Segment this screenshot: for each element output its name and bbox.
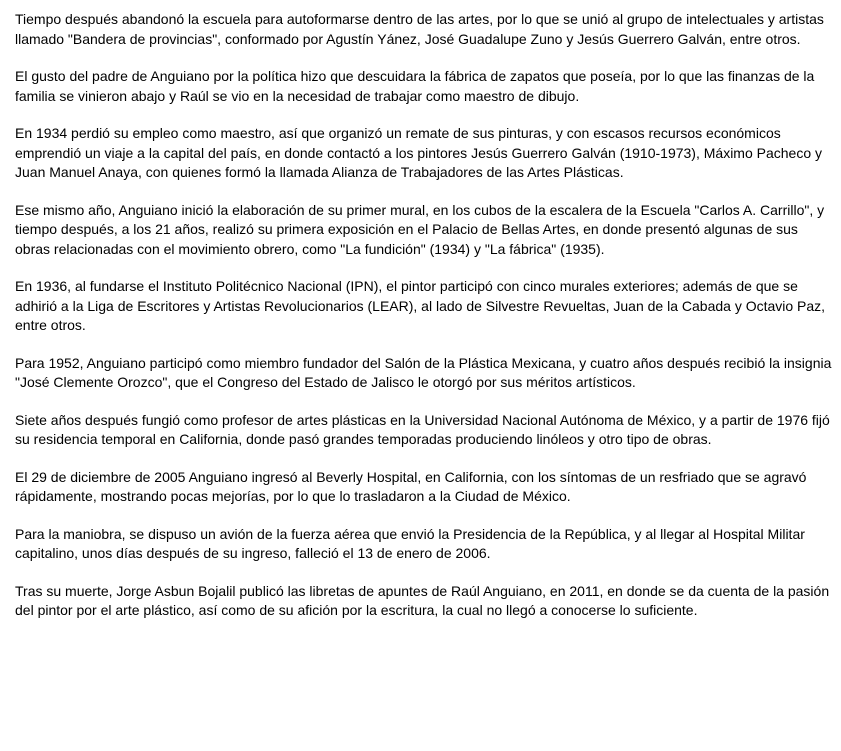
paragraph: Para 1952, Anguiano participó como miembro fundador del Salón de la Plástica Mexicana, y cuatro años después recibió la insignia "José Clemente Orozco", que el Congreso del Estado de Jalisco le otorgó por sus méritos artísticos. xyxy=(15,354,832,390)
paragraph: Para la maniobra, se dispuso un avión de la fuerza aérea que envió la Presidencia de la República, y al llegar al Hospital Militar capitalino, unos días después de su ingreso, falleció el 13 de enero de 2006. xyxy=(15,525,805,561)
paragraph: Tras su muerte, Jorge Asbun Bojalil publicó las libretas de apuntes de Raúl Anguiano, en 2011, en donde se da cuenta de la pasión del pintor por el arte plástico, así como de su afición por la escritura, la cual no llegó a conocerse lo suficiente. xyxy=(15,582,830,618)
paragraph: En 1934 perdió su empleo como maestro, así que organizó un remate de sus pinturas, y con escasos recursos económicos emprendió un viaje a la capital del país, en donde contactó a los pintores Jesús Guerrero Galván (1910-1973), Máximo Pacheco y Juan Manuel Anaya, con quienes formó la llamada Alianza de Trabajadores de las Artes Plásticas. xyxy=(15,125,823,180)
paragraph: El 29 de diciembre de 2005 Anguiano ingresó al Beverly Hospital, en California, con los síntomas de un resfriado que se agravó rápidamente, mostrando pocas mejorías, por lo que lo trasladaron a la Ciudad de México. xyxy=(15,468,807,504)
paragraph: Ese mismo año, Anguiano inició la elaboración de su primer mural, en los cubos de la escalera de la Escuela "Carlos A. Carrillo", y tiempo después, a los 21 años, realizó su primera exposición en el Palacio de Bellas Artes, en donde presentó algunas de sus obras relacionadas con el movimiento obrero, como "La fundición" (1934) y "La fábrica" (1935). xyxy=(15,201,825,257)
paragraph: El gusto del padre de Anguiano por la política hizo que descuidara la fábrica de zapatos que poseía, por lo que las finanzas de la familia se vinieron abajo y Raúl se vio en la necesidad de trabajar como maestro de dibujo. xyxy=(15,68,815,104)
paragraph: Tiempo después abandonó la escuela para autoformarse dentro de las artes, por lo que se unió al grupo de intelectuales y artistas llamado "Bandera de provincias", conformado por Agustín Yánez, José Guadalupe Zuno y Jesús Guerrero Galván, entre otros. xyxy=(15,11,824,47)
paragraph: Siete años después fungió como profesor de artes plásticas en la Universidad Nacional Autónoma de México, y a partir de 1976 fijó su residencia temporal en California, donde pasó grandes temporadas produciendo linóleos y otro tipo de obras. xyxy=(15,411,830,447)
paragraph: En 1936, al fundarse el Instituto Politécnico Nacional (IPN), el pintor participó con cinco murales exteriores; además de que se adhirió a la Liga de Escritores y Artistas Revolucionarios (LEAR), al lado de Silvestre Revueltas, Juan de la Cabada y Octavio Paz, entre otros. xyxy=(15,278,826,333)
